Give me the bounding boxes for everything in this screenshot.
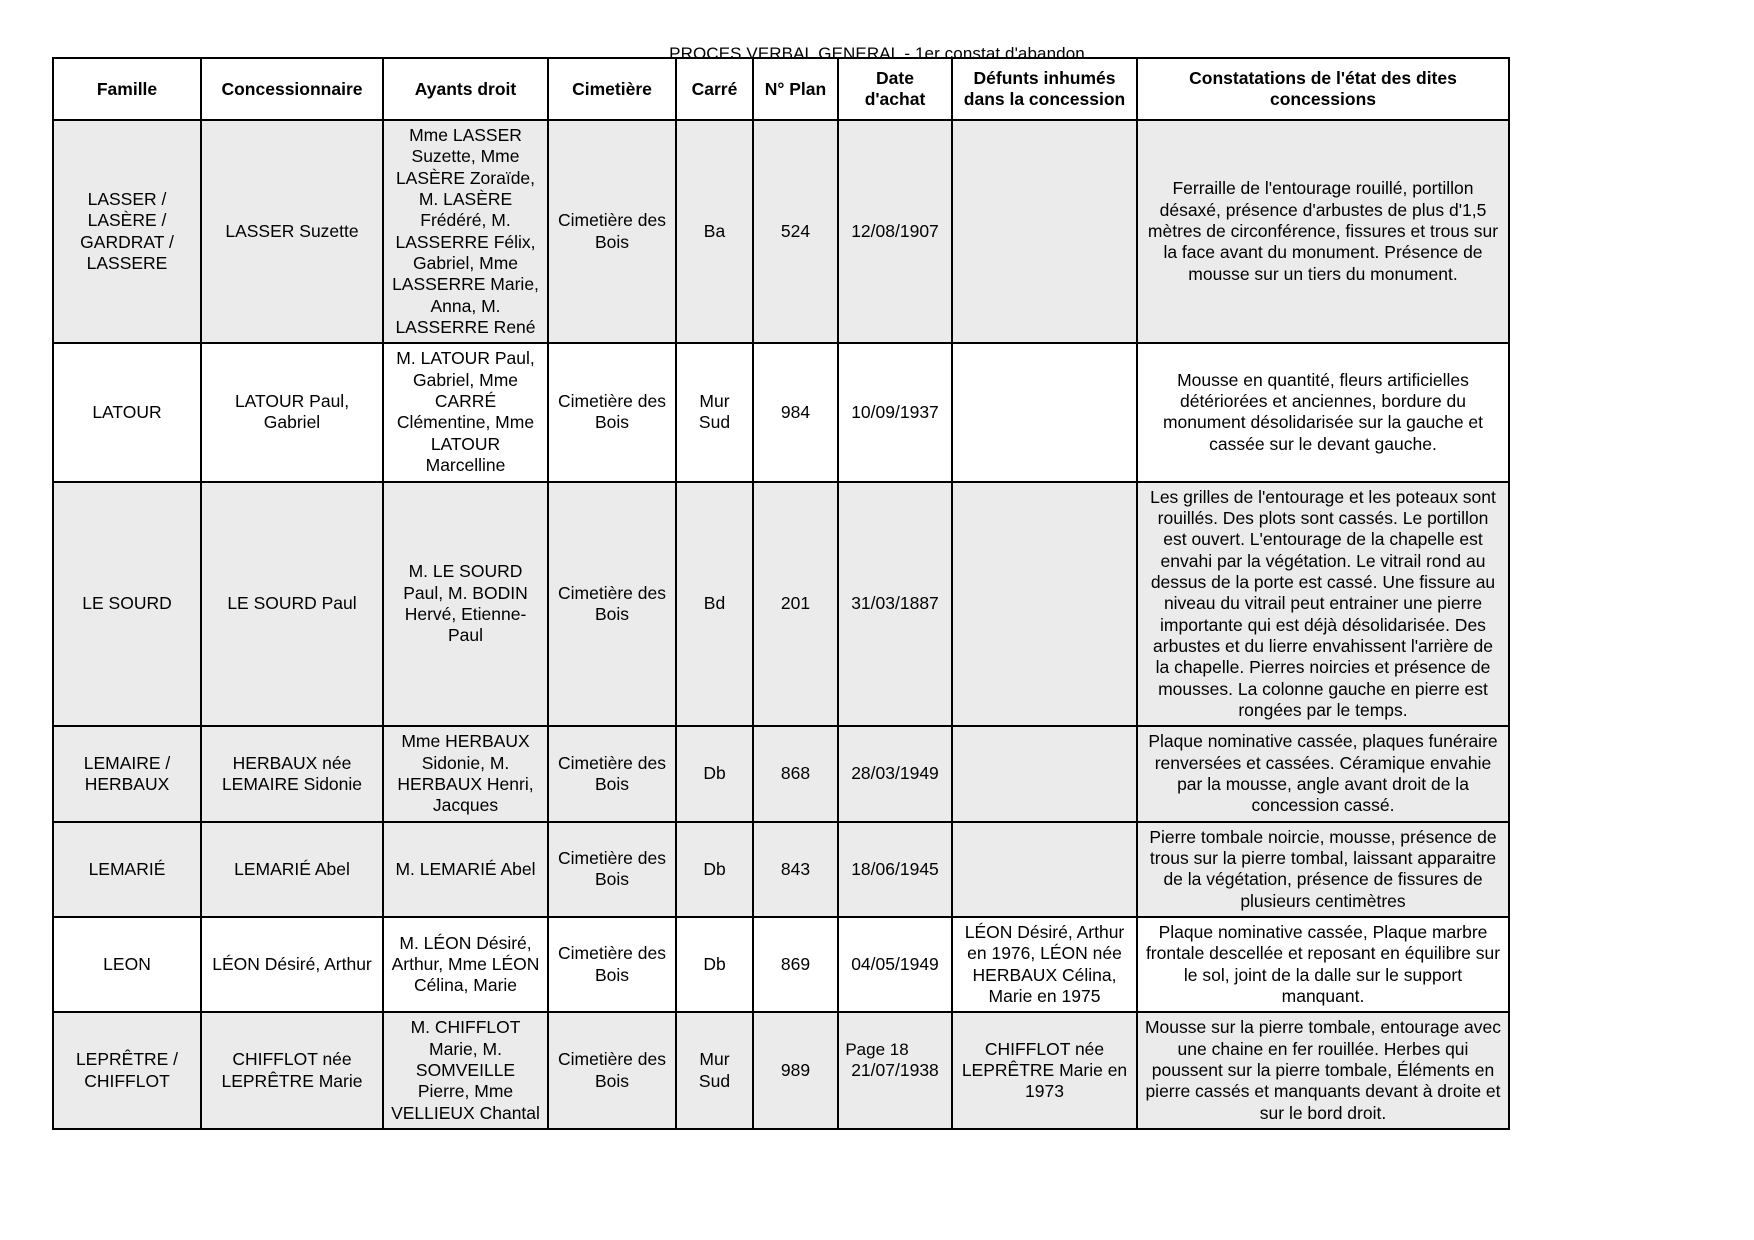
document-title: PROCES VERBAL GENERAL - 1er constat d'abandon bbox=[669, 44, 1085, 63]
column-header-constatations: Constatations de l'état des dites concessions bbox=[1137, 58, 1509, 120]
cell-carre: Db bbox=[676, 726, 753, 821]
cell-date-achat: 21/07/1938 bbox=[838, 1012, 952, 1129]
cell-defunts bbox=[952, 482, 1137, 727]
defunts-header-line1: Défunts inhumés bbox=[973, 68, 1116, 89]
cell-date-achat: 04/05/1949 bbox=[838, 917, 952, 1012]
cell-cimetiere: Cimetière des Bois bbox=[548, 482, 676, 727]
cell-ayants-droit: M. LE SOURD Paul, M. BODIN Hervé, Etienne-Paul bbox=[383, 482, 548, 727]
cell-concessionnaire: HERBAUX née LEMAIRE Sidonie bbox=[201, 726, 383, 821]
cell-date-achat: 28/03/1949 bbox=[838, 726, 952, 821]
cell-concessionnaire: CHIFFLOT née LEPRÊTRE Marie bbox=[201, 1012, 383, 1129]
cell-cimetiere: Cimetière des Bois bbox=[548, 120, 676, 343]
page-number-footer: Page 18 bbox=[845, 1040, 909, 1059]
cell-no-plan: 524 bbox=[753, 120, 838, 343]
cell-concessionnaire: LASSER Suzette bbox=[201, 120, 383, 343]
cell-concessionnaire: LÉON Désiré, Arthur bbox=[201, 917, 383, 1012]
column-header-cimetiere: Cimetière bbox=[548, 58, 676, 120]
cell-concessionnaire: LATOUR Paul, Gabriel bbox=[201, 343, 383, 481]
cell-ayants-droit: M. CHIFFLOT Marie, M. SOMVEILLE Pierre, Mme VELLIEUX Chantal bbox=[383, 1012, 548, 1129]
cell-defunts bbox=[952, 120, 1137, 343]
table-row bbox=[53, 822, 1509, 917]
cell-no-plan: 869 bbox=[753, 917, 838, 1012]
cell-constatations: Ferraille de l'entourage rouillé, portillon désaxé, présence d'arbustes de plus d'1,5 mètres de circonférence, fissures et trous sur la face avant du monument. Présence de mousse sur un tiers du monument. bbox=[1137, 120, 1509, 343]
cell-famille: LEMAIRE / HERBAUX bbox=[53, 726, 201, 821]
cell-constatations: Les grilles de l'entourage et les poteaux sont rouillés. Des plots sont cassés. Le portillon est ouvert. L'entourage de la chapelle est envahi par la végétation. Le vitrail rond au dessus de la porte est cassé. Une fissure au niveau du vitrail peut entrainer une pierre importante qui est déjà désolidarisée. Des arbustes et du lierre envahissent l'arrière de la chapelle. Pierres noircies et présence de mousses. La colonne gauche en pierre est rongées par le temps. bbox=[1137, 482, 1509, 727]
cell-carre: Bd bbox=[676, 482, 753, 727]
column-header-no-plan: N° Plan bbox=[753, 58, 838, 120]
table-row bbox=[53, 482, 1509, 727]
table-row bbox=[53, 120, 1509, 343]
cell-constatations: Mousse en quantité, fleurs artificielles détériorées et anciennes, bordure du monument désolidarisée sur la gauche et cassée sur le devant gauche. bbox=[1137, 343, 1509, 481]
cell-ayants-droit: M. LATOUR Paul, Gabriel, Mme CARRÉ Clémentine, Mme LATOUR Marcelline bbox=[383, 343, 548, 481]
cell-no-plan: 989 bbox=[753, 1012, 838, 1129]
cell-constatations: Plaque nominative cassée, plaques funéraire renversées et cassées. Céramique envahie par la mousse, angle avant droit de la concession cassé. bbox=[1137, 726, 1509, 821]
cell-date-achat: 31/03/1887 bbox=[838, 482, 952, 727]
cell-defunts bbox=[952, 726, 1137, 821]
cell-no-plan: 868 bbox=[753, 726, 838, 821]
cell-famille: LEMARIÉ bbox=[53, 822, 201, 917]
cell-cimetiere: Cimetière des Bois bbox=[548, 726, 676, 821]
defunts-header-line2: dans la concession bbox=[963, 89, 1126, 109]
table-row bbox=[53, 1012, 1509, 1129]
cell-ayants-droit: Mme LASSER Suzette, Mme LASÈRE Zoraïde, M. LASÈRE Frédéré, M. LASSERRE Félix, Gabriel, Mme LASSERRE Marie, Anna, M. LASSERRE René bbox=[383, 120, 548, 343]
cell-constatations: Pierre tombale noircie, mousse, présence de trous sur la pierre tombal, laissant apparaitre de la végétation, présence de fissures de plusieurs centimètres bbox=[1137, 822, 1509, 917]
cell-date-achat: 10/09/1937 bbox=[838, 343, 952, 481]
table-row bbox=[53, 343, 1509, 481]
cell-famille: LASSER / LASÈRE / GARDRAT / LASSERE bbox=[53, 120, 201, 343]
column-header-ayants-droit: Ayants droit bbox=[383, 58, 548, 120]
concessions-table bbox=[52, 57, 1510, 1130]
cell-famille: LE SOURD bbox=[53, 482, 201, 727]
cell-cimetiere: Cimetière des Bois bbox=[548, 822, 676, 917]
cell-date-achat: 18/06/1945 bbox=[838, 822, 952, 917]
cell-carre: Mur Sud bbox=[676, 1012, 753, 1129]
cell-carre: Db bbox=[676, 822, 753, 917]
cell-famille: LATOUR bbox=[53, 343, 201, 481]
cell-carre: Ba bbox=[676, 120, 753, 343]
cell-no-plan: 984 bbox=[753, 343, 838, 481]
table-row bbox=[53, 917, 1509, 1012]
cell-concessionnaire: LE SOURD Paul bbox=[201, 482, 383, 727]
cell-defunts: LÉON Désiré, Arthur en 1976, LÉON née HERBAUX Célina, Marie en 1975 bbox=[952, 917, 1137, 1012]
cell-carre: Mur Sud bbox=[676, 343, 753, 481]
cell-no-plan: 201 bbox=[753, 482, 838, 727]
cell-date-achat: 12/08/1907 bbox=[838, 120, 952, 343]
cell-constatations: Mousse sur la pierre tombale, entourage avec une chaine en fer rouillée. Herbes qui poussent sur la pierre tombale, Éléments en pierre cassés et manquants devant à droite et sur le bord droit. bbox=[1137, 1012, 1509, 1129]
cell-defunts bbox=[952, 343, 1137, 481]
column-header-famille: Famille bbox=[53, 58, 201, 120]
cell-famille: LEPRÊTRE / CHIFFLOT bbox=[53, 1012, 201, 1129]
cell-ayants-droit: M. LEMARIÉ Abel bbox=[383, 822, 548, 917]
column-header-defunts-inhumes bbox=[952, 58, 1137, 120]
cell-no-plan: 843 bbox=[753, 822, 838, 917]
cell-cimetiere: Cimetière des Bois bbox=[548, 1012, 676, 1129]
header-row bbox=[53, 58, 1509, 120]
cell-defunts bbox=[952, 822, 1137, 917]
cell-ayants-droit: Mme HERBAUX Sidonie, M. HERBAUX Henri, Jacques bbox=[383, 726, 548, 821]
cell-ayants-droit: M. LÉON Désiré, Arthur, Mme LÉON Célina, Marie bbox=[383, 917, 548, 1012]
cell-cimetiere: Cimetière des Bois bbox=[548, 917, 676, 1012]
column-header-carre: Carré bbox=[676, 58, 753, 120]
cell-famille: LEON bbox=[53, 917, 201, 1012]
column-header-concessionnaire: Concessionnaire bbox=[201, 58, 383, 120]
cell-defunts: CHIFFLOT née LEPRÊTRE Marie en 1973 bbox=[952, 1012, 1137, 1129]
column-header-date-achat: Date d'achat bbox=[838, 58, 952, 120]
table-row bbox=[53, 726, 1509, 821]
cell-cimetiere: Cimetière des Bois bbox=[548, 343, 676, 481]
cell-constatations: Plaque nominative cassée, Plaque marbre frontale descellée et reposant en équilibre sur le sol, joint de la dalle sur le support manquant. bbox=[1137, 917, 1509, 1012]
cell-concessionnaire: LEMARIÉ Abel bbox=[201, 822, 383, 917]
table-body bbox=[53, 120, 1509, 1129]
cell-carre: Db bbox=[676, 917, 753, 1012]
table-header bbox=[53, 58, 1509, 120]
